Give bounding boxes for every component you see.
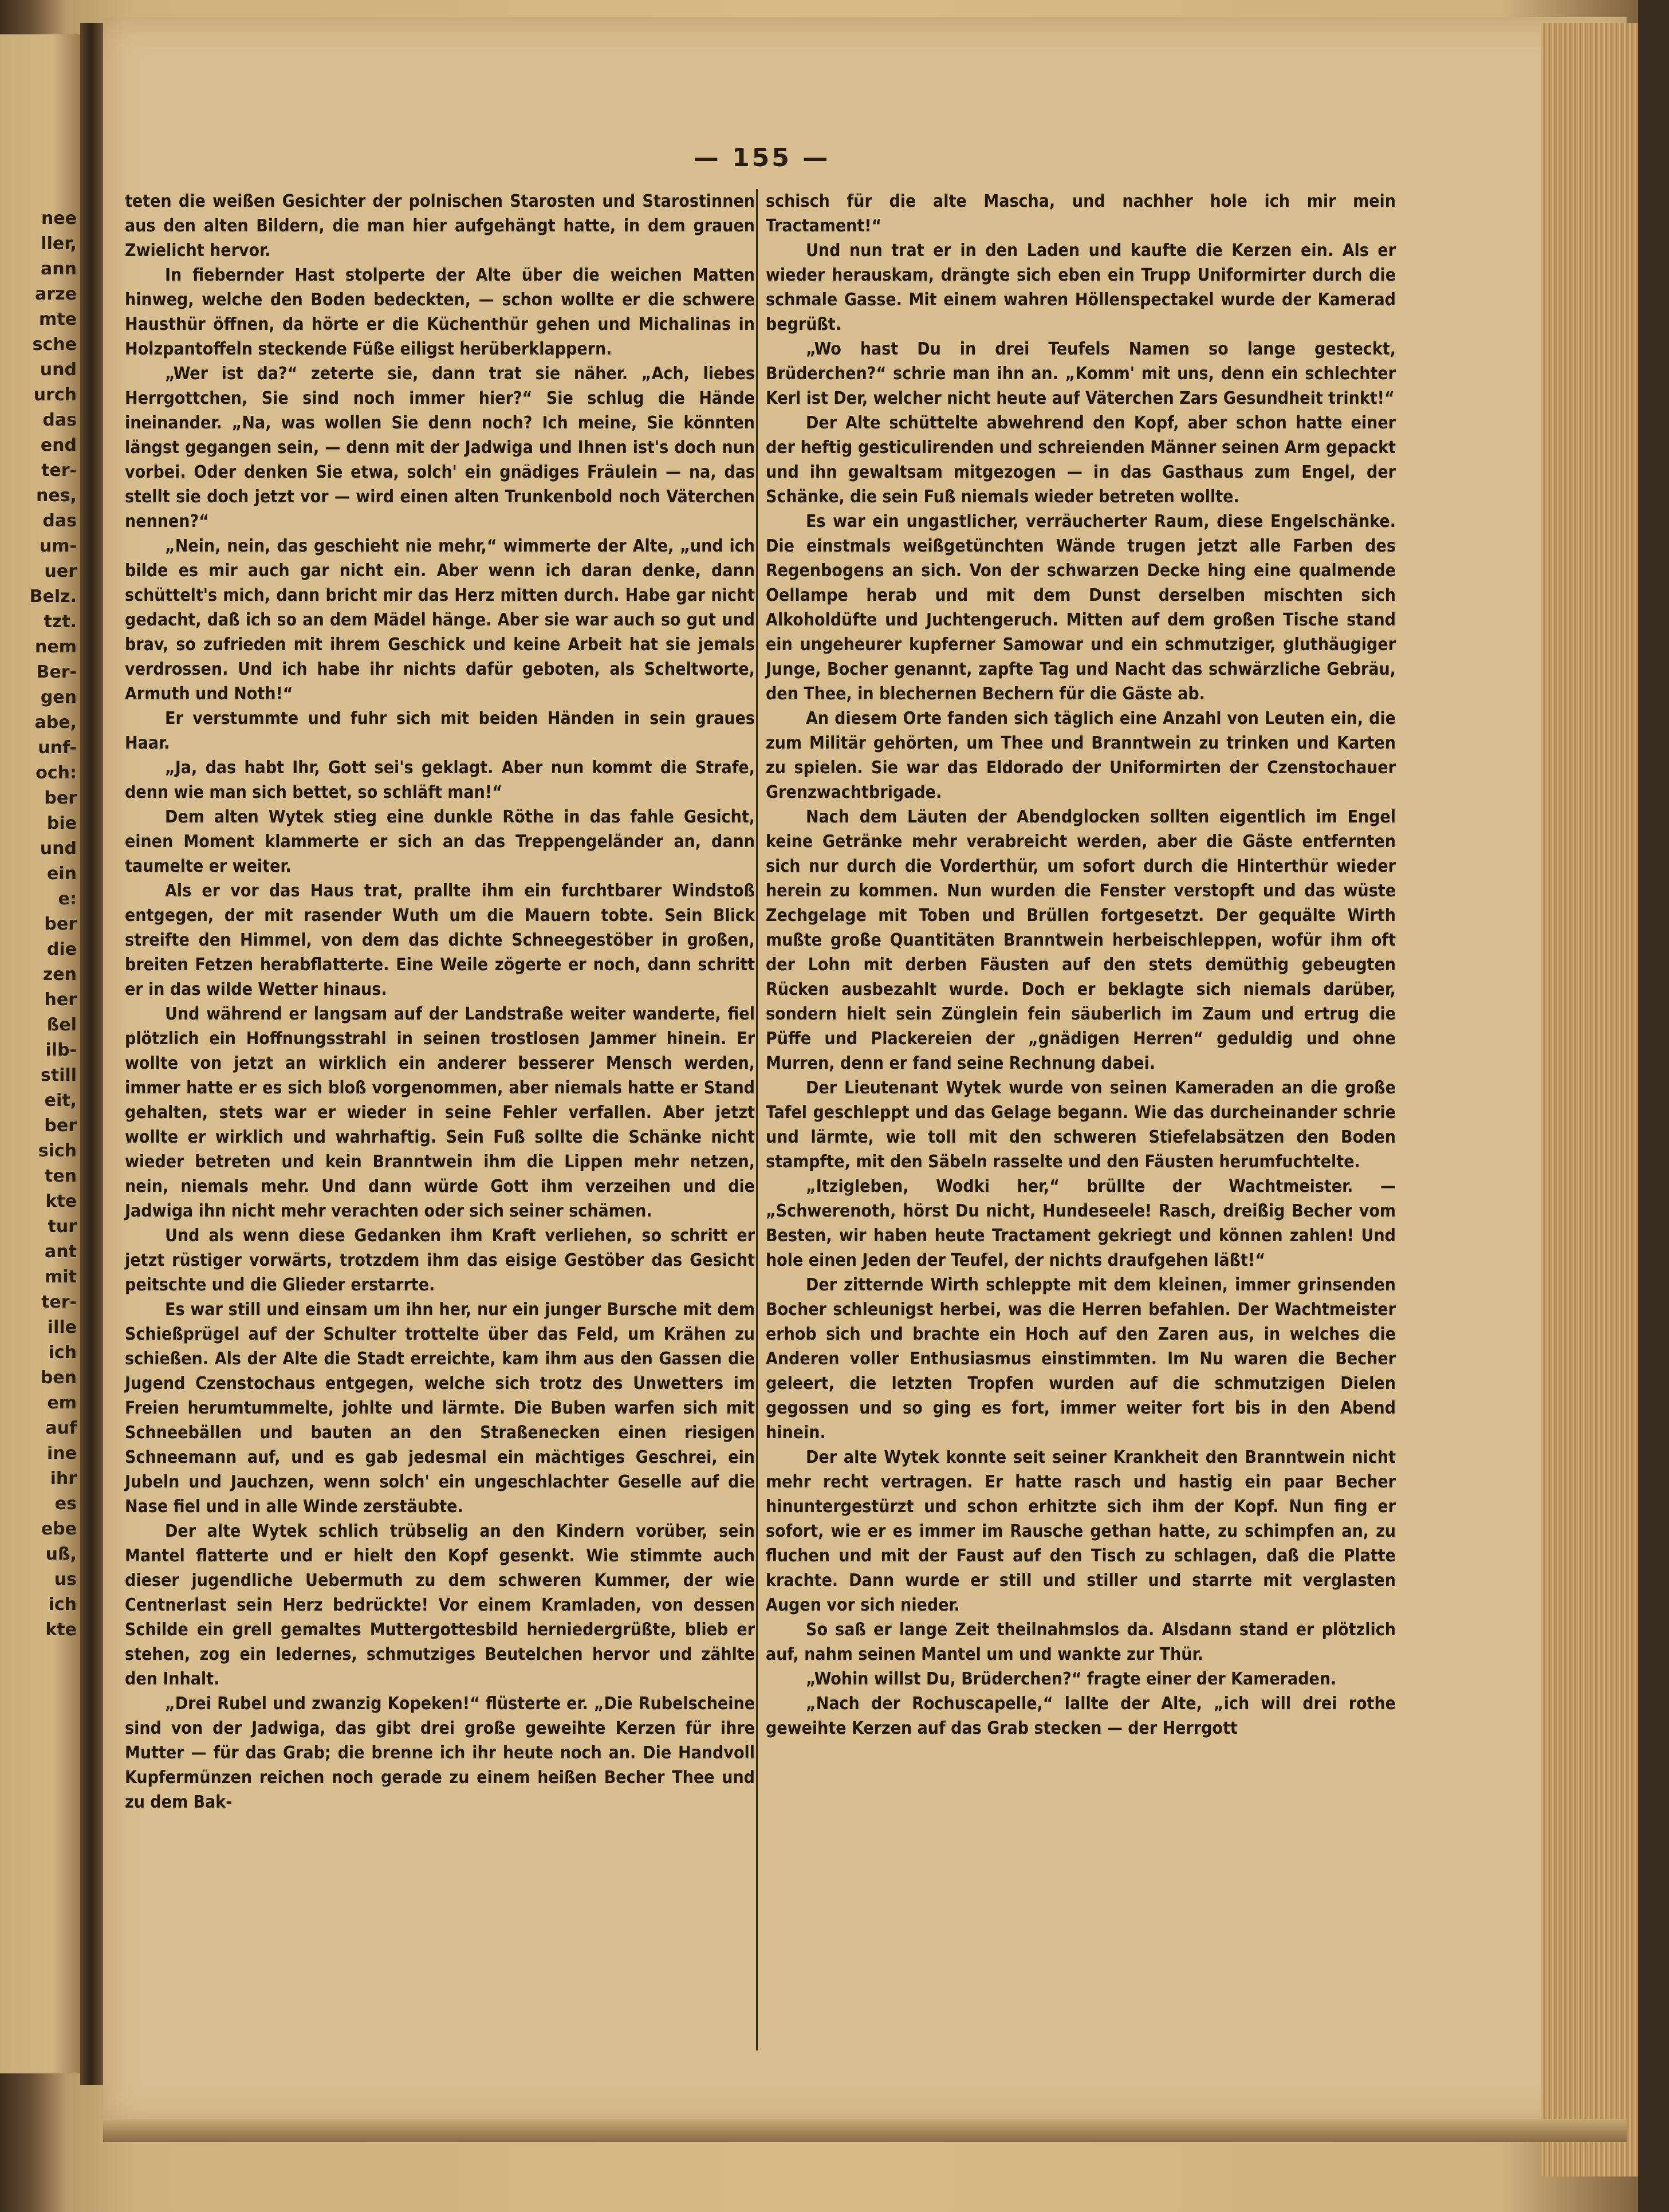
edge-word: uer xyxy=(44,561,77,581)
edge-word: ine xyxy=(47,1443,77,1463)
edge-word: um- xyxy=(39,536,77,556)
edge-word: bie xyxy=(46,813,77,833)
edge-word: ber xyxy=(44,788,77,808)
edge-word: ich xyxy=(48,1343,77,1363)
edge-word: nem xyxy=(35,637,77,657)
paragraph: „Wer ist da?“ zeterte sie, dann trat sie näher. „Ach, liebes Herrgottchen, Sie sind noch immer hier?“ Sie schlug die Hände ineinander. „Na, was wollen Sie denn noch? Ich meine, Sie könnten längst gegangen sein, — denn mit der Jadwiga und Ihnen ist's doch nun vorbei. Oder denken Sie etwa, solch' ein gnädiges Fräulein — na, das stellt sie doch jetzt vor — wird einen alten Trunkenbold noch Väterchen nennen?“ xyxy=(125,364,755,532)
paragraph: Er verstummte und fuhr sich mit beiden Händen in sein graues Haar. xyxy=(125,709,755,753)
edge-word: ein xyxy=(47,864,77,884)
edge-word: die xyxy=(46,939,77,959)
paragraph: Der zitternde Wirth schleppte mit dem kleinen, immer grinsenden Bocher schleunigst herbei, was die Herren befahlen. Der Wachtmeister erhob sich und brachte ein Hoch auf den Zaren aus, in welches die Anderen voller Enthusiasmus einstimmten. Im Nu waren die Becher geleert, die letzten Tropfen wurden auf die schmutzigen Dielen gegossen und so ging es fort, immer weiter fort bis in den Abend hinein. xyxy=(766,1275,1396,1443)
paragraph: Dem alten Wytek stieg eine dunkle Röthe in das fahle Gesicht, einen Moment klammerte er sich an das Treppengeländer an, dann taumelte er weiter. xyxy=(125,807,755,876)
paragraph: „Drei Rubel und zwanzig Kopeken!“ flüsterte er. „Die Rubelscheine sind von der Jadwiga, das gibt drei große geweihte Kerzen für ihre Mutter — für das Grab; die brenne ich ihr heute noch an. Die Handvoll Kupfermünzen reichen noch gerade zu einem heißen Becher Thee und zu dem Bak- xyxy=(125,1694,755,1812)
edge-word: us xyxy=(54,1569,77,1589)
edge-word: ilb- xyxy=(45,1040,77,1060)
left-text-column xyxy=(125,189,755,1815)
edge-word: kte xyxy=(45,1191,77,1211)
edge-word: ßel xyxy=(46,1015,77,1035)
edge-word: ter- xyxy=(41,460,77,481)
edge-word: Ber- xyxy=(36,662,77,682)
page-number: — 155 — xyxy=(693,143,830,172)
left-page-edge xyxy=(0,34,86,2073)
edge-word: ille xyxy=(47,1317,77,1337)
column-divider xyxy=(756,189,758,2050)
paragraph: Der alte Wytek schlich trübselig an den Kindern vorüber, sein Mantel flatterte und er hielt den Kopf gesenkt. Wie stimmte auch dieser jugendliche Uebermuth zu dem schweren Kummer, der wie Centnerlast sein Herz bedrückte! Vor einem Kramladen, von dessen Schilde ein grell gemaltes Muttergottesbild herniedergrüßte, blieb er stehen, zog ein ledernes, schmutziges Beutelchen hervor und zählte den Inhalt. xyxy=(125,1521,755,1689)
paragraph: So saß er lange Zeit theilnahmslos da. Alsdann stand er plötzlich auf, nahm seinen Mantel um und wankte zur Thür. xyxy=(766,1620,1396,1664)
edge-word: em xyxy=(47,1393,77,1413)
edge-word: ter- xyxy=(41,1292,77,1312)
edge-word: das xyxy=(42,410,77,430)
edge-word: urch xyxy=(33,385,77,405)
edge-word: Belz. xyxy=(29,587,77,607)
edge-word: das xyxy=(42,511,77,531)
edge-word: kte xyxy=(45,1620,77,1640)
edge-word: ten xyxy=(44,1166,77,1186)
book-cover-edge xyxy=(1638,0,1669,2212)
paragraph: Es war ein ungastlicher, verräucherter Raum, diese Engelschänke. Die einstmals weißgetünchten Wände trugen jetzt alle Farben des Regenbogens an sich. Von der schwarzen Decke hing eine qualmende Oellampe herab und mit dem Dunst derselben mischten sich Alkoholdüfte und Juchtengeruch. Mitten auf dem großen Tische stand ein ungeheurer kupferner Samowar und ein schmutziger, gluthäugiger Junge, Bocher genannt, zapfte Tag und Nacht das schwärzliche Gebräu, den Thee, in blechernen Bechern für die Gäste ab. xyxy=(766,511,1396,704)
edge-word: ant xyxy=(45,1242,77,1262)
paragraph: An diesem Orte fanden sich täglich eine Anzahl von Leuten ein, die zum Militär gehörten, um Thee und Branntwein zu trinken und Karten zu spielen. Sie war das Eldorado der Uniformirten der Czenstochauer Grenzwachtbrigade. xyxy=(766,709,1396,802)
edge-word: ben xyxy=(40,1368,77,1388)
edge-word: zen xyxy=(42,965,77,985)
book-gutter xyxy=(80,23,103,2085)
edge-word: end xyxy=(40,435,77,455)
paragraph: Der Lieutenant Wytek wurde von seinen Kameraden an die große Tafel geschleppt und das Gelage begann. Wie das durcheinander schrie und lärmte, wie toll mit den schweren Stiefelabsätzen den Boden stampfte, mit den Säbeln rasselte und den Fäusten herumfuchtelte. xyxy=(766,1078,1396,1172)
paragraph: Als er vor das Haus trat, prallte ihm ein furchtbarer Windstoß entgegen, der mit rasender Wuth um die Mauern tobte. Sein Blick streifte den Himmel, von dem das dichte Schneegestöber in großen, breiten Fetzen herabflatterte. Eine Weile zögerte er noch, dann schritt er in das wilde Wetter hinaus. xyxy=(125,881,755,999)
edge-word: uß, xyxy=(45,1544,77,1564)
right-text-column xyxy=(766,189,1396,1741)
paragraph: „Nach der Rochuscapelle,“ lallte der Alte, „ich will drei rothe geweihte Kerzen auf das Grab stecken — der Herrgott xyxy=(766,1694,1396,1738)
paragraph: teten die weißen Gesichter der polnischen Starosten und Starostinnen aus den alten Bildern, die man hier aufgehängt hatte, in dem grauen Zwielicht hervor. xyxy=(125,191,755,261)
edge-word: ber xyxy=(44,914,77,934)
edge-word: mit xyxy=(45,1267,77,1287)
edge-word: abe, xyxy=(34,713,77,733)
left-page-cut-words xyxy=(0,206,86,1643)
paragraph: „Itzigleben, Wodki her,“ brüllte der Wachtmeister. — „Schwerenoth, hörst Du nicht, Hundeseele! Rasch, dreißig Becher vom Besten, wir haben heute Tractament gekriegt und können zahlen! Und hole einen Jeden der Teufel, der nichts draufgehen läßt!“ xyxy=(766,1176,1396,1270)
paragraph: „Wohin willst Du, Brüderchen?“ fragte einer der Kameraden. xyxy=(806,1669,1337,1689)
paragraph: „Nein, nein, das geschieht nie mehr,“ wimmerte der Alte, „und ich bilde es mir auch gar nicht ein. Aber wenn ich daran denke, dann schüttelt's mich, dann bricht mir das Herz mitten durch. Habe gar nicht gedacht, daß ich so an dem Mädel hänge. Aber sie war auch so gut und brav, so zufrieden mit ihrem Geschick und keine Arbeit hat sie jemals verdrossen. Und ich habe ihr nichts dafür geboten, als Scheltworte, Armuth und Noth!“ xyxy=(125,536,755,704)
paragraph: Und nun trat er in den Laden und kaufte die Kerzen ein. Als er wieder herauskam, drängte sich eben ein Trupp Uniformirter durch die schmale Gasse. Mit einem wahren Höllenspectakel wurde der Kamerad begrüßt. xyxy=(766,241,1396,334)
edge-word: mte xyxy=(39,309,77,329)
edge-word: es xyxy=(54,1494,77,1514)
edge-word: nee xyxy=(41,208,77,229)
edge-word: still xyxy=(40,1065,77,1085)
edge-word: ller, xyxy=(41,234,77,254)
paragraph: Es war still und einsam um ihn her, nur ein junger Bursche mit dem Schießprügel auf der Schulter trottelte über das Feld, um Krähen zu schießen. Als der Alte die Stadt erreichte, kam ihm aus den Gassen die Jugend Czenstochaus entgegen, welche sich trotz des Unwetters im Freien herumtummelte, johlte und lärmte. Die Buben warfen sich mit Schneebällen und bauten an den Straßenecken einen riesigen Schneemann auf, und es gab jedesmal ein mächtiges Geschrei, ein Jubeln und Jauchzen, wenn solch' ein ungeschlachter Geselle auf die Nase fiel und in alle Winde zerstäubte. xyxy=(125,1300,755,1517)
edge-word: und xyxy=(40,360,77,380)
paragraph: „Wo hast Du in drei Teufels Namen so lange gesteckt, Brüderchen?“ schrie man ihn an. „Komm' mit uns, denn ein schlechter Kerl ist Der, welcher nicht heute auf Väterchen Zars Gesundheit trinkt!“ xyxy=(766,339,1396,408)
edge-word: gen xyxy=(40,687,77,707)
paragraph: In fiebernder Hast stolperte der Alte über die weichen Matten hinweg, welche den Boden bedeckten, — schon wollte er die schwere Hausthür öffnen, da hörte er die Küchenthür gehen und Michalinas in Holzpantoffeln steckende Füße eiligst herüberklappern. xyxy=(125,265,755,359)
paragraph: Nach dem Läuten der Abendglocken sollten eigentlich im Engel keine Getränke mehr verabreicht werden, aber die Gäste entfernten sich nur durch die Vorderthür, um sofort durch die Hinterthür wieder herein zu kommen. Nun wurden die Fenster verstopft und das wüste Zechgelage mit Toben und Brüllen fortgesetzt. Der gequälte Wirth mußte große Quantitäten Branntwein herbeischleppen, wofür ihm oft der Lohn mit derben Fäusten auf den stets demüthig gebeugten Rücken ausbezahlt wurde. Doch er beklagte sich niemals darüber, sondern hielt sein Zünglein fein säuberlich im Zaum und ertrug die Püffe und Plackereien der „gnädigen Herren“ geduldig und ohne Murren, denn er fand seine Rechnung dabei. xyxy=(766,807,1396,1073)
edge-word: ann xyxy=(41,259,77,279)
edge-word: nes, xyxy=(36,486,77,506)
edge-word: sich xyxy=(38,1141,77,1161)
edge-word: e: xyxy=(58,889,77,909)
edge-word: und xyxy=(40,839,77,859)
edge-word: ber xyxy=(44,1116,77,1136)
page-bottom-shadow xyxy=(103,2119,1627,2142)
edge-word: sche xyxy=(32,334,77,355)
edge-word: unf- xyxy=(38,738,77,758)
paragraph: Und während er langsam auf der Landstraße weiter wanderte, fiel plötzlich ein Hoffnungsstrahl in seinen trostlosen Jammer hinein. Er wollte von jetzt an wirklich ein anderer besserer Mensch werden, immer hatte er es sich bloß vorgenommen, aber niemals hatte er Stand gehalten, stets war er wieder in seine Fehler verfallen. Aber jetzt wollte er wirklich und wahrhaftig. Sein Fuß sollte die Schänke nicht wieder betreten und kein Branntwein ihm die Lippen mehr netzen, nein, niemals mehr. Und dann würde Gott ihm verzeihen und die Jadwiga ihn nicht mehr verachten oder sich seiner schämen. xyxy=(125,1004,755,1221)
edge-word: ihr xyxy=(50,1469,77,1489)
edge-word: her xyxy=(44,990,77,1010)
edge-word: auf xyxy=(45,1418,77,1438)
paragraph: „Ja, das habt Ihr, Gott sei's geklagt. Aber nun kommt die Strafe, denn wie man sich bettet, so schläft man!“ xyxy=(125,758,755,802)
paragraph: Der Alte schüttelte abwehrend den Kopf, aber schon hatte einer der heftig gesticulirenden und schreienden Männer seinen Arm gepackt und ihn gewaltsam mitgezogen — in das Gasthaus zum Engel, der Schänke, die sein Fuß niemals wieder betreten wollte. xyxy=(766,413,1396,507)
edge-word: eit, xyxy=(44,1091,77,1111)
edge-word: tzt. xyxy=(44,612,77,632)
edge-word: ich xyxy=(48,1595,77,1615)
paragraph: Der alte Wytek konnte seit seiner Krankheit den Branntwein nicht mehr recht vertragen. Er hatte rasch und hastig ein paar Becher hinuntergestürzt und schon erhitzte sich ihm der Kopf. Nun fing er sofort, wie er es immer im Rausche gethan hatte, zu schimpfen an, zu fluchen und mit der Faust auf den Tisch zu schlagen, daß die Platte krachte. Dann wurde er still und stiller und starrte mit verglasten Augen vor sich nieder. xyxy=(766,1447,1396,1615)
edge-word: och: xyxy=(36,763,77,783)
paragraph: schisch für die alte Mascha, und nachher hole ich mir mein Tractament!“ xyxy=(766,191,1396,236)
edge-word: tur xyxy=(48,1217,77,1237)
paragraph: Und als wenn diese Gedanken ihm Kraft verliehen, so schritt er jetzt rüstiger vorwärts, trotzdem ihm das eisige Gestöber das Gesicht peitschte und die Glieder erstarrte. xyxy=(125,1226,755,1295)
edge-word: arze xyxy=(35,284,77,304)
edge-word: ebe xyxy=(41,1519,77,1539)
